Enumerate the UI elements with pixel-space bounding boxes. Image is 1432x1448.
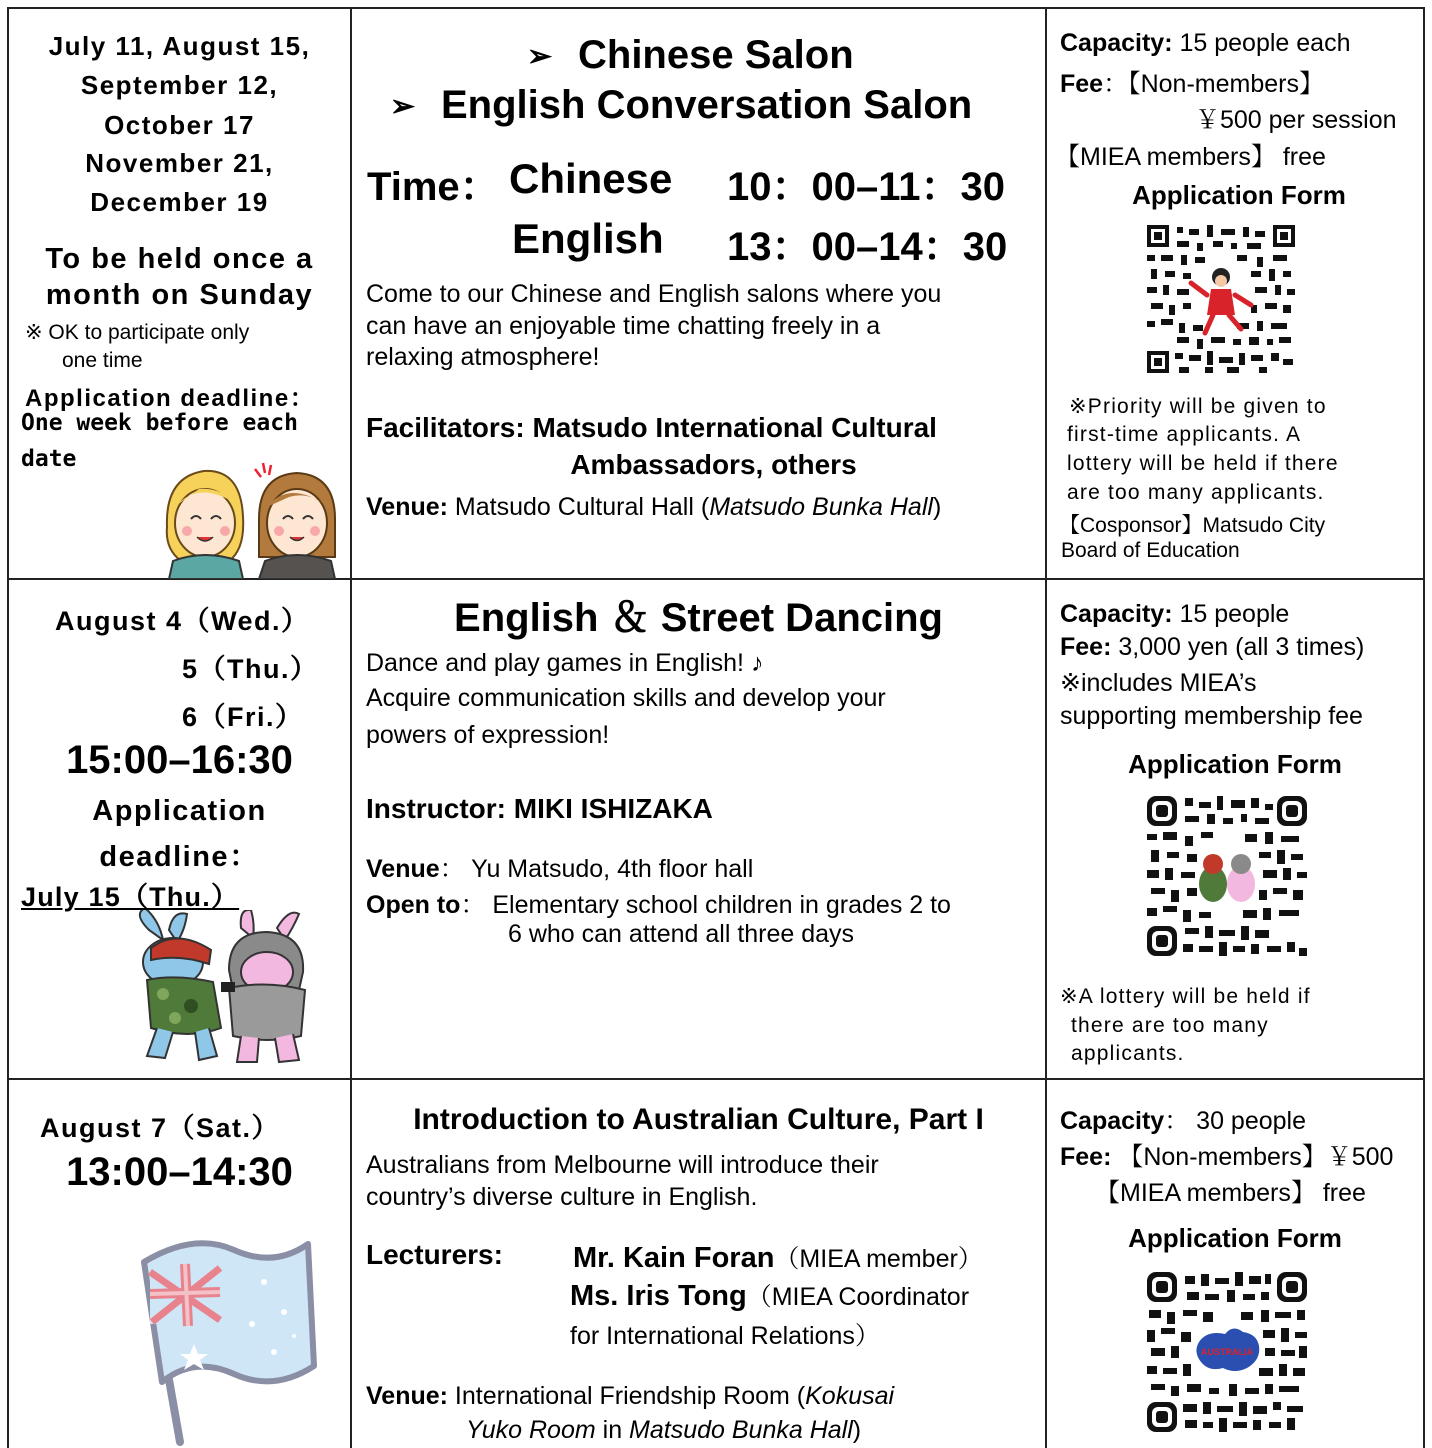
date-line: 6（Fri.） bbox=[182, 702, 304, 732]
fee-note: supporting membership fee bbox=[1060, 702, 1363, 730]
participation-note: ※ OK to participate only bbox=[25, 321, 250, 344]
lecturer-role: for International Relations） bbox=[570, 1322, 880, 1350]
fee-members: 【MIEA members】 free bbox=[1095, 1179, 1366, 1207]
qr-code-graphic bbox=[1147, 796, 1307, 956]
bullet-icon: ➢ bbox=[527, 40, 553, 73]
qr-code-graphic bbox=[1147, 225, 1295, 373]
event-description: Come to our Chinese and English salons where you bbox=[366, 280, 942, 308]
bullet-icon: ➢ bbox=[390, 90, 416, 123]
facilitators: Ambassadors, others bbox=[570, 449, 857, 480]
time-english-value: 13：00–14：30 bbox=[727, 225, 1008, 269]
fee-note: ※includes MIEA’s bbox=[1060, 669, 1257, 697]
row3-info-cell bbox=[1047, 1080, 1423, 1448]
date-line: July 11, August 15, bbox=[48, 31, 311, 61]
fee-amount: ￥500 per session bbox=[1195, 106, 1397, 134]
event-title: Chinese Salon bbox=[578, 33, 854, 77]
schedule-note: month on Sunday bbox=[45, 279, 314, 311]
fee: Fee：【Non-members】 bbox=[1060, 70, 1324, 98]
dancing-rabbits-illustration bbox=[129, 910, 319, 1070]
lottery-note: applicants. bbox=[1071, 1042, 1185, 1065]
deadline-label: Application deadline： bbox=[25, 385, 316, 412]
open-to: Open to： Elementary school children in grades 2 to bbox=[366, 891, 951, 919]
date-line: October 17 bbox=[104, 110, 255, 140]
date-line: August 7（Sat.） bbox=[40, 1113, 281, 1143]
instructor: Instructor: MIKI ISHIZAKA bbox=[366, 793, 713, 824]
capacity: Capacity： 30 people bbox=[1060, 1107, 1306, 1135]
deadline-label: Application bbox=[92, 795, 267, 827]
event-time: 15:00–16:30 bbox=[66, 738, 293, 782]
table-border-right bbox=[1423, 7, 1425, 1448]
deadline-label: deadline： bbox=[99, 841, 260, 873]
row2-date-cell bbox=[9, 580, 350, 1078]
deadline-value: One week before each bbox=[21, 410, 298, 436]
application-qr-code[interactable] bbox=[1147, 225, 1295, 373]
date-line: 5（Thu.） bbox=[182, 654, 319, 684]
application-form-label: Application Form bbox=[1128, 1223, 1342, 1253]
qr-code-graphic bbox=[1147, 1272, 1307, 1432]
australian-flag-illustration bbox=[124, 1232, 324, 1448]
time-english-label: English bbox=[512, 215, 664, 262]
cosponsor: Board of Education bbox=[1061, 539, 1240, 562]
row1-event-cell bbox=[352, 9, 1045, 578]
priority-note: ※Priority will be given to bbox=[1069, 395, 1327, 418]
venue: Venue： Yu Matsudo, 4th floor hall bbox=[366, 855, 754, 883]
row3-date-cell bbox=[9, 1080, 350, 1448]
event-description: country’s diverse culture in English. bbox=[366, 1183, 758, 1211]
lottery-note: there are too many bbox=[1071, 1014, 1269, 1037]
fee: Fee: 【Non-members】￥500 bbox=[1060, 1143, 1394, 1171]
application-qr-code[interactable] bbox=[1147, 796, 1307, 956]
venue: Venue: Matsudo Cultural Hall (Matsudo Bunka Hall) bbox=[366, 493, 942, 521]
event-description: Acquire communication skills and develop your bbox=[366, 684, 886, 712]
event-description: Australians from Melbourne will introduce their bbox=[366, 1151, 879, 1179]
application-qr-code[interactable] bbox=[1147, 1272, 1307, 1432]
deadline-value: date bbox=[21, 446, 77, 472]
time-label: Time： bbox=[367, 165, 500, 209]
event-time: 13:00–14:30 bbox=[66, 1150, 293, 1194]
row2-event-cell bbox=[352, 580, 1045, 1078]
schedule-note: To be held once a bbox=[45, 243, 314, 275]
date-line: August 4（Wed.） bbox=[55, 606, 310, 636]
date-line: September 12, bbox=[80, 70, 279, 100]
lecturers-label: Lecturers: bbox=[366, 1239, 503, 1270]
row3-event-cell bbox=[352, 1080, 1045, 1448]
lecturer: Mr. Kain Foran（MIEA member） bbox=[573, 1242, 983, 1274]
lecturer: Ms. Iris Tong（MIEA Coordinator bbox=[570, 1280, 970, 1312]
fee: Fee: 3,000 yen (all 3 times) bbox=[1060, 633, 1365, 661]
lottery-note: ※A lottery will be held if bbox=[1060, 985, 1311, 1008]
event-description: relaxing atmosphere! bbox=[366, 343, 600, 371]
fee-members: 【MIEA members】 free bbox=[1055, 143, 1326, 171]
application-form-label: Application Form bbox=[1132, 180, 1346, 210]
venue: Venue: International Friendship Room (Kokusai bbox=[366, 1382, 895, 1410]
qr-badge-text: AUSTRALIA bbox=[1201, 1347, 1253, 1357]
cosponsor: 【Cosponsor】Matsudo City bbox=[1059, 514, 1326, 537]
row2-info-cell bbox=[1047, 580, 1423, 1078]
two-women-chatting-illustration bbox=[159, 457, 344, 579]
event-description: Dance and play games in English! ♪ bbox=[366, 649, 764, 677]
application-form-label: Application Form bbox=[1128, 749, 1342, 779]
capacity: Capacity: 15 people bbox=[1060, 600, 1290, 628]
date-line: December 19 bbox=[90, 187, 269, 217]
participation-note: one time bbox=[62, 349, 143, 372]
time-chinese-label: Chinese bbox=[509, 155, 673, 202]
facilitators: Facilitators: Matsudo International Cultural bbox=[366, 412, 937, 443]
priority-note: are too many applicants. bbox=[1067, 481, 1325, 504]
open-to: 6 who can attend all three days bbox=[508, 920, 855, 948]
event-description: can have an enjoyable time chatting freely in a bbox=[366, 312, 881, 340]
capacity: Capacity: 15 people each bbox=[1060, 29, 1351, 57]
event-title: Introduction to Australian Culture, Part I bbox=[413, 1103, 984, 1136]
row1-date-cell bbox=[9, 9, 350, 578]
deadline-date: July 15（Thu.） bbox=[21, 882, 240, 912]
event-title: English Conversation Salon bbox=[441, 83, 973, 127]
priority-note: lottery will be held if there bbox=[1067, 452, 1339, 475]
event-title: English ＆ Street Dancing bbox=[454, 596, 943, 640]
event-description: powers of expression! bbox=[366, 721, 610, 749]
venue: Yuko Room in Matsudo Bunka Hall) bbox=[466, 1416, 862, 1444]
priority-note: first-time applicants. A bbox=[1067, 423, 1302, 446]
time-chinese-value: 10：00–11：30 bbox=[727, 165, 1006, 209]
date-line: November 21, bbox=[85, 148, 274, 178]
row1-info-cell bbox=[1047, 9, 1423, 578]
